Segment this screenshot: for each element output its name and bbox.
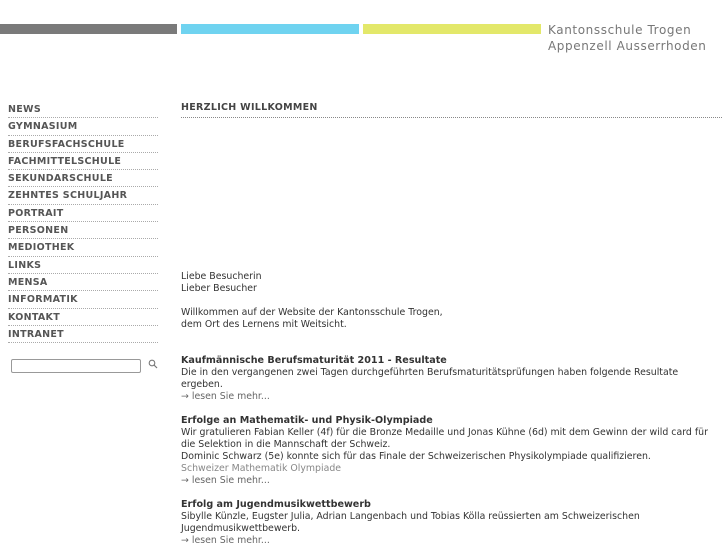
news-text: Sibylle Künzle, Eugster Julia, Adrian Langenbach und Tobias Kölla reüssierten am Schweizerischen Jugendmusikwettbewerb.: [181, 511, 640, 534]
nav-item-berufsfachschule[interactable]: BERUFSFACHSCHULE: [8, 136, 158, 153]
greeting-block: [181, 271, 722, 331]
news-item: [181, 499, 722, 547]
school-logo-text[interactable]: [548, 22, 707, 54]
greeting-line2: Lieber Besucher: [181, 283, 257, 294]
school-name-line2: Appenzell Ausserrhoden: [548, 39, 707, 53]
main-content: [181, 101, 722, 546]
nav-item-intranet[interactable]: INTRANET: [8, 326, 158, 343]
main-navigation: [8, 101, 158, 343]
nav-item-personen[interactable]: PERSONEN: [8, 222, 158, 239]
search-icon[interactable]: [148, 359, 158, 369]
news-item: [181, 355, 722, 403]
news-title[interactable]: Kaufmännische Berufsmaturität 2011 - Resultate: [181, 355, 447, 366]
nav-item-mediothek[interactable]: MEDIOTHEK: [8, 239, 158, 256]
greeting-line4: dem Ort des Lernens mit Weitsicht.: [181, 319, 347, 330]
read-more-link[interactable]: → lesen Sie mehr...: [181, 535, 270, 546]
read-more-link[interactable]: → lesen Sie mehr...: [181, 475, 270, 486]
greeting-line1: Liebe Besucherin: [181, 271, 262, 282]
nav-item-fachmittelschule[interactable]: FACHMITTELSCHULE: [8, 153, 158, 170]
page-title: HERZLICH WILLKOMMEN: [181, 101, 722, 118]
news-list: [181, 355, 722, 559]
school-name-line1: Kantonsschule Trogen: [548, 23, 692, 37]
nav-item-news[interactable]: NEWS: [8, 101, 158, 118]
nav-item-zehntes-schuljahr[interactable]: ZEHNTES SCHULJAHR: [8, 187, 158, 204]
header-bar-gray: [0, 24, 177, 34]
news-text: Dominic Schwarz (5e) konnte sich für das Finale der Schweizerischen Physikolympiade qualifizieren.: [181, 451, 651, 462]
nav-item-links[interactable]: LINKS: [8, 257, 158, 274]
olympiade-link[interactable]: Schweizer Mathematik Olympiade: [181, 463, 342, 474]
search-input[interactable]: [11, 359, 141, 373]
news-title[interactable]: Erfolge an Mathematik- und Physik-Olympiade: [181, 415, 433, 426]
nav-item-portrait[interactable]: PORTRAIT: [8, 205, 158, 222]
nav-item-sekundarschule[interactable]: SEKUNDARSCHULE: [8, 170, 158, 187]
news-title[interactable]: Erfolg am Jugendmusikwettbewerb: [181, 499, 371, 510]
nav-item-kontakt[interactable]: KONTAKT: [8, 309, 158, 326]
read-more-link[interactable]: → lesen Sie mehr...: [181, 391, 270, 402]
nav-item-gymnasium[interactable]: GYMNASIUM: [8, 118, 158, 135]
header-bar-yellow: [363, 24, 541, 34]
nav-item-informatik[interactable]: INFORMATIK: [8, 291, 158, 308]
header-bar-blue: [181, 24, 359, 34]
greeting-line3: Willkommen auf der Website der Kantonsschule Trogen,: [181, 307, 443, 318]
news-text: Die in den vergangenen zwei Tagen durchgeführten Berufsmaturitätsprüfungen haben folgende Resultate ergeben.: [181, 367, 679, 390]
news-item: [181, 415, 722, 487]
news-text: Wir gratulieren Fabian Keller (4f) für die Bronze Medaille und Jonas Kühne (6d) mit dem Gewinn der wild card für die Selektion in die Mannschaft der Schweiz.: [181, 427, 708, 450]
nav-item-mensa[interactable]: MENSA: [8, 274, 158, 291]
